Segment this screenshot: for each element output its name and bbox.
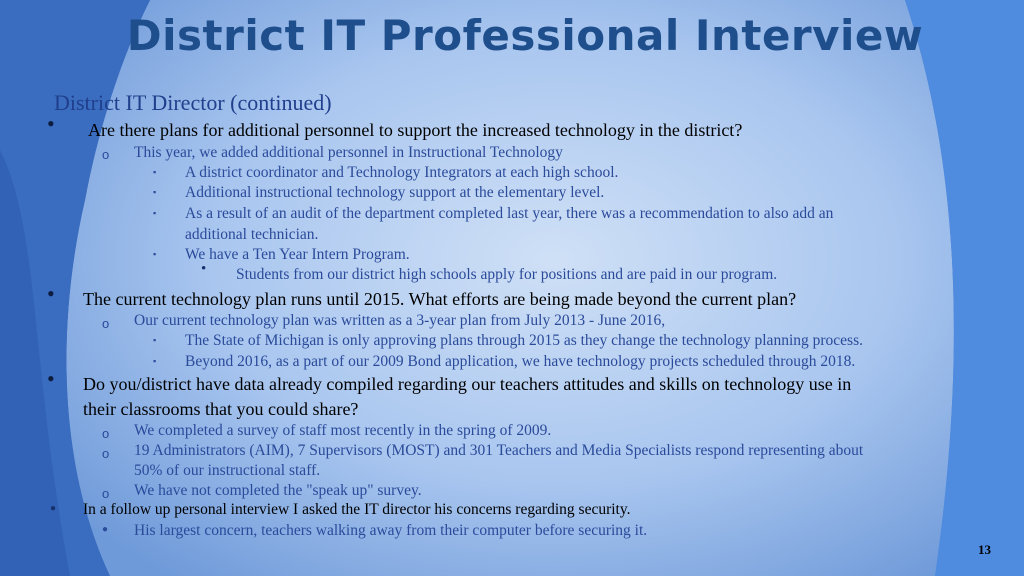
circle-bullet-icon: o xyxy=(102,426,110,441)
square-bullet-icon: ▪ xyxy=(153,335,157,345)
answer-line: Additional instructional technology support at the elementary level. xyxy=(185,184,605,201)
answer-line: 19 Administrators (AIM), 7 Supervisors (MOST) and 301 Teachers and Media Specialists respond representing about xyxy=(134,442,864,459)
answer-line: Beyond 2016, as a part of our 2009 Bond application, we have technology projects scheduled through 2018. xyxy=(185,353,856,370)
circle-bullet-icon: o xyxy=(102,446,110,461)
circle-bullet-icon: o xyxy=(102,147,110,162)
page-number: 13 xyxy=(978,542,991,557)
question-3: Do you/district have data already compiled regarding our teachers attitudes and skills on technology use in xyxy=(83,374,852,394)
circle-bullet-icon: o xyxy=(102,486,110,501)
answer-line: A district coordinator and Technology Integrators at each high school. xyxy=(185,164,619,181)
answer-line: additional technician. xyxy=(185,226,319,243)
slide-title: District IT Professional Interview xyxy=(126,11,924,60)
square-bullet-icon: ▪ xyxy=(153,356,157,366)
answer-line: We have a Ten Year Intern Program. xyxy=(185,246,410,263)
bullet-icon: • xyxy=(47,111,55,136)
small-dot-bullet-icon: ● xyxy=(50,503,57,514)
dot-bullet-icon: • xyxy=(201,261,207,277)
small-dot-bullet-icon: ● xyxy=(102,524,109,535)
question-2: The current technology plan runs until 2015. What efforts are being made beyond the current plan? xyxy=(83,289,797,309)
answer-line: We have not completed the "speak up" survey. xyxy=(134,482,422,499)
bullet-icon: • xyxy=(47,366,55,391)
answer-line: 50% of our instructional staff. xyxy=(134,462,321,479)
answer-line: We completed a survey of staff most recently in the spring of 2009. xyxy=(134,422,552,439)
circle-bullet-icon: o xyxy=(102,316,110,331)
follow-up-line: In a follow up personal interview I asked the IT director his concerns regarding security. xyxy=(83,501,631,518)
square-bullet-icon: ▪ xyxy=(153,167,157,177)
bullet-icon: • xyxy=(47,281,55,306)
answer-line: His largest concern, teachers walking away from their computer before securing it. xyxy=(134,522,648,539)
answer-line: Our current technology plan was written as a 3-year plan from July 2013 - June 2016, xyxy=(134,312,666,329)
question-1: Are there plans for additional personnel to support the increased technology in the district? xyxy=(88,120,743,140)
square-bullet-icon: ▪ xyxy=(153,208,157,218)
answer-line: This year, we added additional personnel in Instructional Technology xyxy=(134,144,563,161)
square-bullet-icon: ▪ xyxy=(153,249,157,259)
square-bullet-icon: ▪ xyxy=(153,187,157,197)
answer-line: Students from our district high schools apply for positions and are paid in our program. xyxy=(236,266,778,283)
question-3-continued: their classrooms that you could share? xyxy=(83,399,359,419)
answer-line: As a result of an audit of the department completed last year, there was a recommendation to also add an xyxy=(185,205,834,222)
slide-subtitle: District IT Director (continued) xyxy=(54,90,332,115)
answer-line: The State of Michigan is only approving plans through 2015 as they change the technology planning process. xyxy=(185,332,863,349)
